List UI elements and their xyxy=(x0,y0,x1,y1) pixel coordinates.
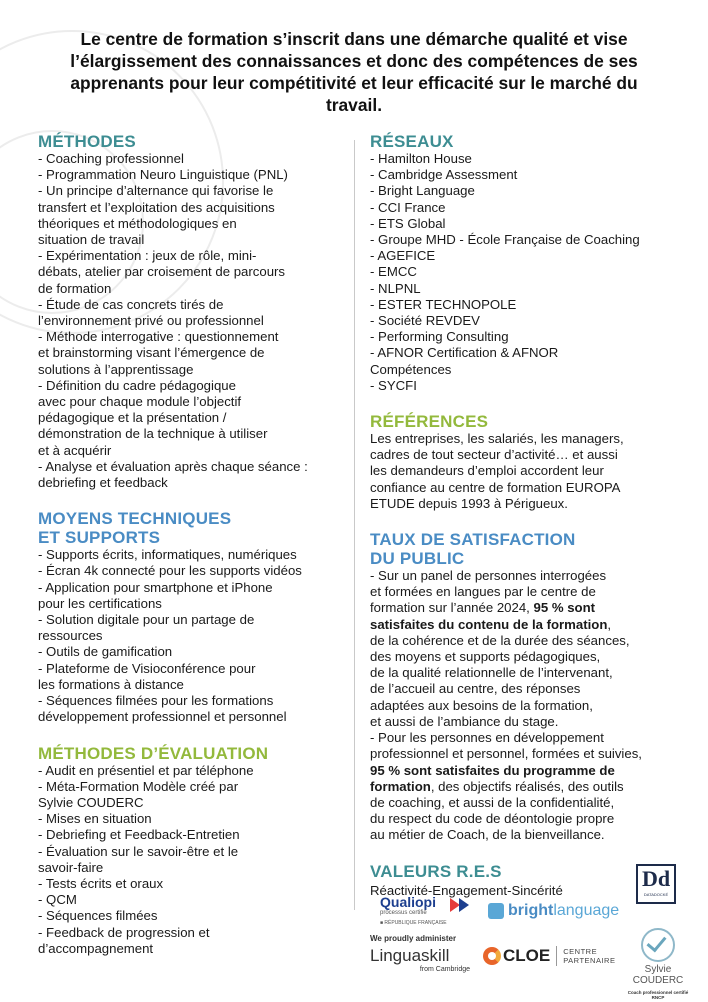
cloe-logo xyxy=(483,946,615,966)
evaluation-item: - Feedback de progression et xyxy=(38,924,210,940)
reseaux-item: - Cambridge Assessment xyxy=(370,167,518,183)
evaluation-item: d’accompagnement xyxy=(38,940,154,956)
methodes-item: - Programmation Neuro Linguistique (PNL) xyxy=(38,167,288,183)
evaluation-item: - Méta-Formation Modèle créé par xyxy=(38,778,239,794)
evaluation-item: - Évaluation sur le savoir-être et le xyxy=(38,843,239,859)
references-line: cadres de tout secteur d’activité… et aussi xyxy=(370,447,618,463)
satisfaction-line xyxy=(370,763,675,779)
cloe-partner-line1: CENTRE xyxy=(563,947,598,956)
methodes-item: théoriques et méthodologiques en xyxy=(38,215,237,231)
moyens-item: - Application pour smartphone et iPhone xyxy=(38,579,273,595)
satisfaction-line: de l’accueil au centre, des réponses xyxy=(370,681,581,697)
satisfaction-line: et formées en langues par le centre de xyxy=(370,584,596,600)
methodes-list xyxy=(38,151,344,491)
moyens-item: - Plateforme de Visioconférence pour xyxy=(38,660,256,676)
references-line: les demandeurs d’emploi accordent leur xyxy=(370,463,604,479)
linguaskill-from: from Cambridge xyxy=(419,966,470,973)
satisfaction-title-line2: DU PUBLIC xyxy=(370,549,465,569)
references-section xyxy=(370,412,675,512)
reseaux-item: - Bright Language xyxy=(370,183,475,199)
qualiopi-name: Qualiopi xyxy=(380,894,436,910)
reseaux-item: - NLPNL xyxy=(370,280,421,296)
column-divider xyxy=(354,140,355,910)
evaluation-title: MÉTHODES D’ÉVALUATION xyxy=(38,743,269,763)
satisfaction-text xyxy=(370,568,675,843)
moyens-item: - Écran 4k connecté pour les supports vidéos xyxy=(38,563,302,579)
evaluation-item: - Mises en situation xyxy=(38,811,152,827)
qualiopi-republique: ■ RÉPUBLIQUE FRANÇAISE xyxy=(380,920,447,926)
partner-logos xyxy=(368,861,689,1000)
satisfaction-line: au métier de Coach, de la bienveillance. xyxy=(370,827,605,843)
methodes-item: situation de travail xyxy=(38,232,145,248)
satisfaction-line: de coaching, et aussi de la confidentialité, xyxy=(370,794,615,810)
qualiopi-logo xyxy=(380,894,470,926)
cloe-separator xyxy=(556,946,557,966)
reseaux-item: - Groupe MHD - École Française de Coaching xyxy=(370,232,640,248)
moyens-list xyxy=(38,547,344,725)
evaluation-item: - Debriefing et Feedback-Entretien xyxy=(38,827,240,843)
checkmark-icon xyxy=(641,928,675,962)
bright-square-icon xyxy=(488,903,504,919)
satisfaction-line: de la cohérence et de la durée des séances, xyxy=(370,632,630,648)
cloe-name: CLOE xyxy=(503,946,551,965)
evaluation-item: - Audit en présentiel et par téléphone xyxy=(38,762,254,778)
bright-name-light: language xyxy=(553,902,620,919)
methodes-title: MÉTHODES xyxy=(38,132,136,151)
methodes-item: - Un principe d’alternance qui favorise le xyxy=(38,183,274,199)
references-line: confiance au centre de formation EUROPA xyxy=(370,479,621,495)
satisfaction-line: adaptées aux besoins de la formation, xyxy=(370,697,593,713)
bright-name xyxy=(508,902,619,919)
linguaskill-logo xyxy=(370,934,480,973)
satisfaction-highlight: satisfaites du contenu de la formation xyxy=(370,616,608,632)
satisfaction-line: professionnel et personnel, formées et suivies, xyxy=(370,746,642,762)
moyens-item: développement professionnel et personnel xyxy=(38,709,287,725)
methodes-item: démonstration de la technique à utiliser xyxy=(38,426,268,442)
reseaux-section xyxy=(370,132,675,394)
methodes-item: - Expérimentation : jeux de rôle, mini- xyxy=(38,248,257,264)
bright-name-bold: bright xyxy=(508,902,554,919)
moyens-item: - Supports écrits, informatiques, numériques xyxy=(38,547,297,563)
moyens-section xyxy=(38,509,344,725)
evaluation-item: - Séquences filmées xyxy=(38,908,158,924)
moyens-item: - Outils de gamification xyxy=(38,644,173,660)
references-text xyxy=(370,431,675,512)
evaluation-item: - Tests écrits et oraux xyxy=(38,875,164,891)
moyens-item: pour les certifications xyxy=(38,595,162,611)
evaluation-item: savoir-faire xyxy=(38,859,104,875)
qualiopi-subtitle: processus certifié xyxy=(380,910,427,916)
evaluation-item: - QCM xyxy=(38,892,77,908)
evaluation-list xyxy=(38,763,344,957)
methodes-item: et à acquérir xyxy=(38,442,112,458)
methodes-item: - Analyse et évaluation après chaque séance : xyxy=(38,458,308,474)
satisfaction-line: de la qualité relationnelle de l’intervenant, xyxy=(370,665,613,681)
satisfaction-highlight: 95 % sont xyxy=(533,600,596,616)
moyens-item: les formations à distance xyxy=(38,676,184,692)
references-line: ETUDE depuis 1993 à Périgueux. xyxy=(370,495,568,511)
satisfaction-line xyxy=(370,617,675,633)
methodes-item: debriefing et feedback xyxy=(38,475,168,491)
satisfaction-text-part: , xyxy=(607,616,612,632)
methodes-item: avec pour chaque module l’objectif xyxy=(38,394,242,410)
satisfaction-line: et aussi de l’ambiance du stage. xyxy=(370,713,559,729)
satisfaction-line: - Sur un panel de personnes interrogées xyxy=(370,568,607,584)
linguaskill-admin-text: We proudly administer xyxy=(370,934,457,943)
datadocke-label: DATADOCKÉ xyxy=(643,892,669,897)
valeurs-text: Réactivité-Engagement-Sincérité xyxy=(370,882,563,898)
satisfaction-title-line1: TAUX DE SATISFACTION xyxy=(370,530,576,550)
moyens-title-line1: MOYENS TECHNIQUES xyxy=(38,509,232,529)
moyens-item: - Séquences filmées pour les formations xyxy=(38,693,274,709)
intro-statement: Le centre de formation s’inscrit dans une démarche qualité et vise l’élargissement des connaissances et donc des compétences de ses apprenants pour leur compétitivité et leur efficacité sur le marché du travail. xyxy=(70,29,638,115)
methodes-item: pédagogique et la présentation / xyxy=(38,410,227,426)
datadocke-letters: Dd xyxy=(641,866,671,891)
methodes-item: - Étude de cas concrets tirés de xyxy=(38,296,224,312)
couderc-logo xyxy=(625,928,691,1000)
satisfaction-section xyxy=(370,530,675,843)
reseaux-item: - CCI France xyxy=(370,199,446,215)
couderc-certification: Coach professionnel certifié RNCP xyxy=(627,990,689,1000)
linguaskill-name: Linguaskill xyxy=(370,946,450,965)
right-column xyxy=(370,132,675,914)
evaluation-section xyxy=(38,744,344,957)
moyens-item: ressources xyxy=(38,628,103,644)
satisfaction-highlight: formation xyxy=(370,778,431,794)
evaluation-item: Sylvie COUDERC xyxy=(38,794,144,810)
methodes-section xyxy=(38,132,344,491)
satisfaction-line: des moyens et supports pédagogiques, xyxy=(370,649,601,665)
satisfaction-line: du respect du code de déontologie propre xyxy=(370,811,615,827)
brightlanguage-logo xyxy=(488,902,619,920)
cloe-partner xyxy=(563,947,615,965)
references-title: RÉFÉRENCES xyxy=(370,412,489,432)
moyens-item: - Solution digitale pour un partage de xyxy=(38,612,255,628)
reseaux-item: - Performing Consulting xyxy=(370,329,509,345)
satisfaction-line xyxy=(370,600,675,616)
methodes-item: l’environnement privé ou professionnel xyxy=(38,313,264,329)
methodes-item: - Définition du cadre pédagogique xyxy=(38,377,236,393)
methodes-item: - Méthode interrogative : questionnement xyxy=(38,329,279,345)
reseaux-list xyxy=(370,151,675,394)
reseaux-item: Compétences xyxy=(370,361,452,377)
datadocke-logo xyxy=(636,864,676,904)
satisfaction-title xyxy=(370,530,675,568)
methodes-item: de formation xyxy=(38,280,112,296)
satisfaction-highlight: 95 % sont satisfaites du programme de xyxy=(370,762,615,778)
reseaux-item: - AGEFICE xyxy=(370,248,436,264)
methodes-item: - Coaching professionnel xyxy=(38,151,184,166)
reseaux-item: - ESTER TECHNOPOLE xyxy=(370,296,517,312)
cloe-circle-icon xyxy=(483,947,501,965)
left-column xyxy=(38,132,344,972)
couderc-name: Sylvie COUDERC xyxy=(632,964,684,986)
references-line: Les entreprises, les salariés, les managers, xyxy=(370,431,624,447)
reseaux-title: RÉSEAUX xyxy=(370,132,454,151)
methodes-item: transfert et l’exploitation des acquisitions xyxy=(38,199,275,215)
reseaux-item: - EMCC xyxy=(370,264,417,280)
moyens-title xyxy=(38,509,344,547)
reseaux-item: - Société REVDEV xyxy=(370,313,480,329)
reseaux-item: - Hamilton House xyxy=(370,151,472,166)
valeurs-title: VALEURS R.E.S xyxy=(370,861,502,881)
methodes-item: et brainstorming visant l’émergence de xyxy=(38,345,265,361)
reseaux-item: - ETS Global xyxy=(370,215,446,231)
cloe-partner-line2: PARTENAIRE xyxy=(563,956,616,965)
reseaux-item: - AFNOR Certification & AFNOR xyxy=(370,345,559,361)
reseaux-item: - SYCFI xyxy=(370,377,417,393)
methodes-item: solutions à l’apprentissage xyxy=(38,361,194,377)
methodes-item: débats, atelier par croisement de parcours xyxy=(38,264,286,280)
qualiopi-arrow-icon xyxy=(459,898,469,912)
satisfaction-text-part: formation sur l’année 2024, xyxy=(370,600,534,616)
moyens-title-line2: ET SUPPORTS xyxy=(38,528,161,548)
satisfaction-line xyxy=(370,779,675,795)
satisfaction-line: - Pour les personnes en développement xyxy=(370,730,604,746)
satisfaction-text-part: , des objectifs réalisés, des outils xyxy=(430,778,624,794)
